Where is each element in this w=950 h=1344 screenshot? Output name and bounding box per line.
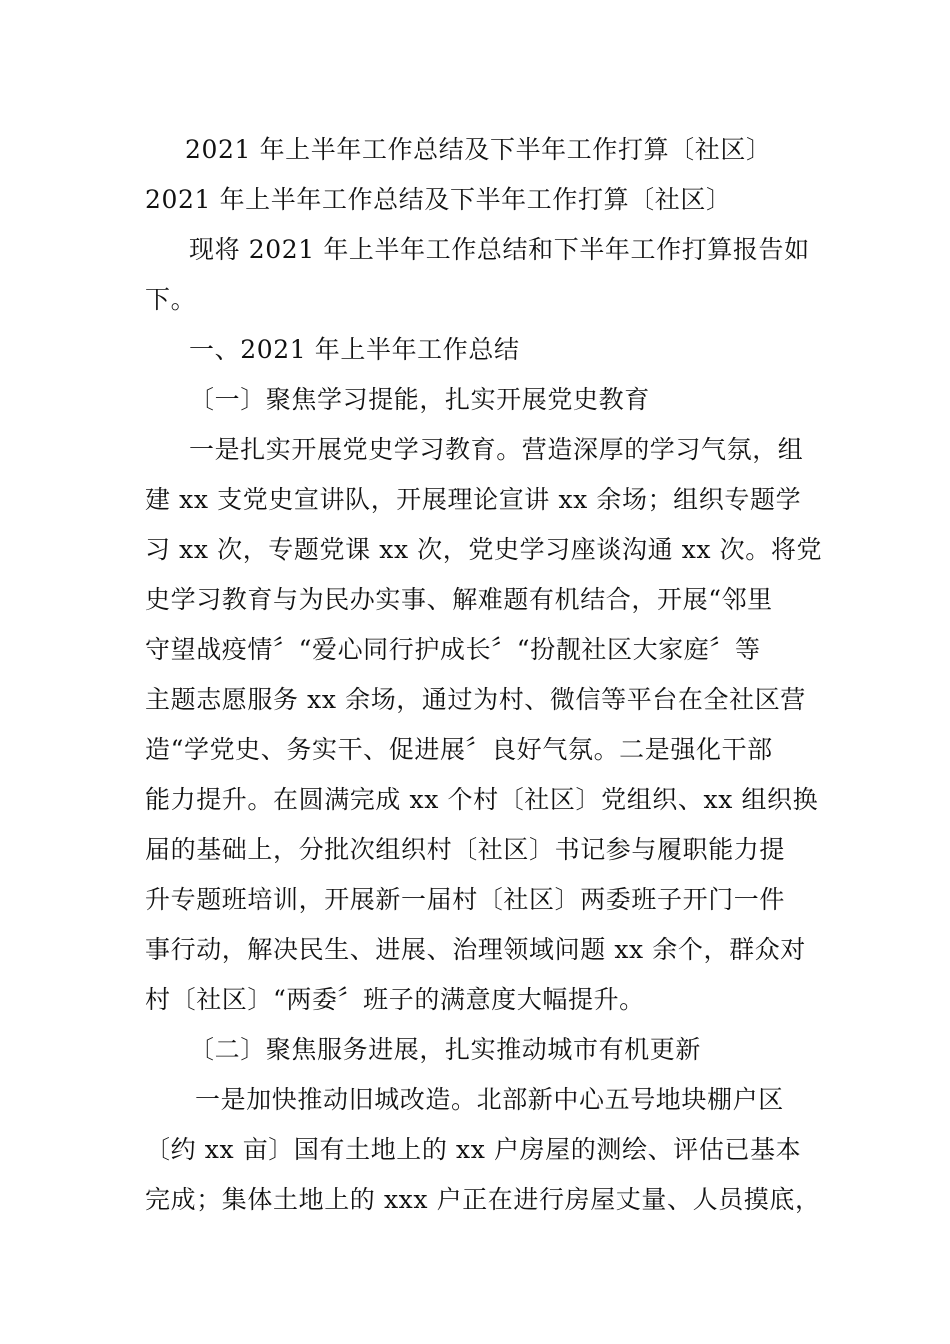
paragraph-line: 〔约 xx 亩〕国有土地上的 xx 户房屋的测绘、评估已基本 — [145, 1135, 802, 1164]
intro-line: 下。 — [145, 285, 197, 314]
paragraph-line: 造“学党史、务实干、促进展〞良好气氛。二是强化干部 — [145, 735, 773, 764]
subsection-heading: 〔二〕聚焦服务进展，扎实推动城市有机更新 — [189, 1035, 702, 1064]
paragraph-line: 主题志愿服务 xx 余场，通过为村、微信等平台在全社区营 — [145, 685, 806, 714]
paragraph-line: 建 xx 支党史宣讲队，开展理论宣讲 xx 余场；组织专题学 — [145, 485, 802, 514]
paragraph-line: 届的基础上，分批次组织村〔社区〕书记参与履职能力提 — [145, 835, 786, 864]
paragraph-line: 习 xx 次，专题党课 xx 次，党史学习座谈沟通 xx 次。将党 — [145, 535, 823, 564]
paragraph-line: 村〔社区〕“两委〞班子的满意度大幅提升。 — [145, 985, 645, 1014]
paragraph-line: 一是扎实开展党史学习教育。营造深厚的学习气氛，组 — [189, 435, 804, 464]
document-title: 2021 年上半年工作总结及下半年工作打算〔社区〕 — [185, 135, 772, 164]
subsection-heading: 〔一〕聚焦学习提能，扎实开展党史教育 — [189, 385, 650, 414]
paragraph-line: 守望战疫情〞“爱心同行护成长〞“扮靓社区大家庭〞等 — [145, 635, 761, 664]
paragraph-line: 一是加快推动旧城改造。北部新中心五号地块棚户区 — [195, 1085, 784, 1114]
paragraph-line: 事行动，解决民生、进展、治理领域问题 xx 余个，群众对 — [145, 935, 806, 964]
document-subtitle: 2021 年上半年工作总结及下半年工作打算〔社区〕 — [145, 185, 732, 214]
intro-line: 现将 2021 年上半年工作总结和下半年工作打算报告如 — [189, 235, 810, 264]
paragraph-line: 升专题班培训，开展新一届村〔社区〕两委班子开门一件 — [145, 885, 786, 914]
section-heading: 一、2021 年上半年工作总结 — [189, 335, 520, 364]
paragraph-line: 史学习教育与为民办实事、解难题有机结合，开展“邻里 — [145, 585, 773, 614]
paragraph-line: 完成；集体土地上的 xxx 户正在进行房屋丈量、人员摸底， — [145, 1185, 821, 1214]
paragraph-line: 能力提升。在圆满完成 xx 个村〔社区〕党组织、xx 组织换 — [145, 785, 819, 814]
